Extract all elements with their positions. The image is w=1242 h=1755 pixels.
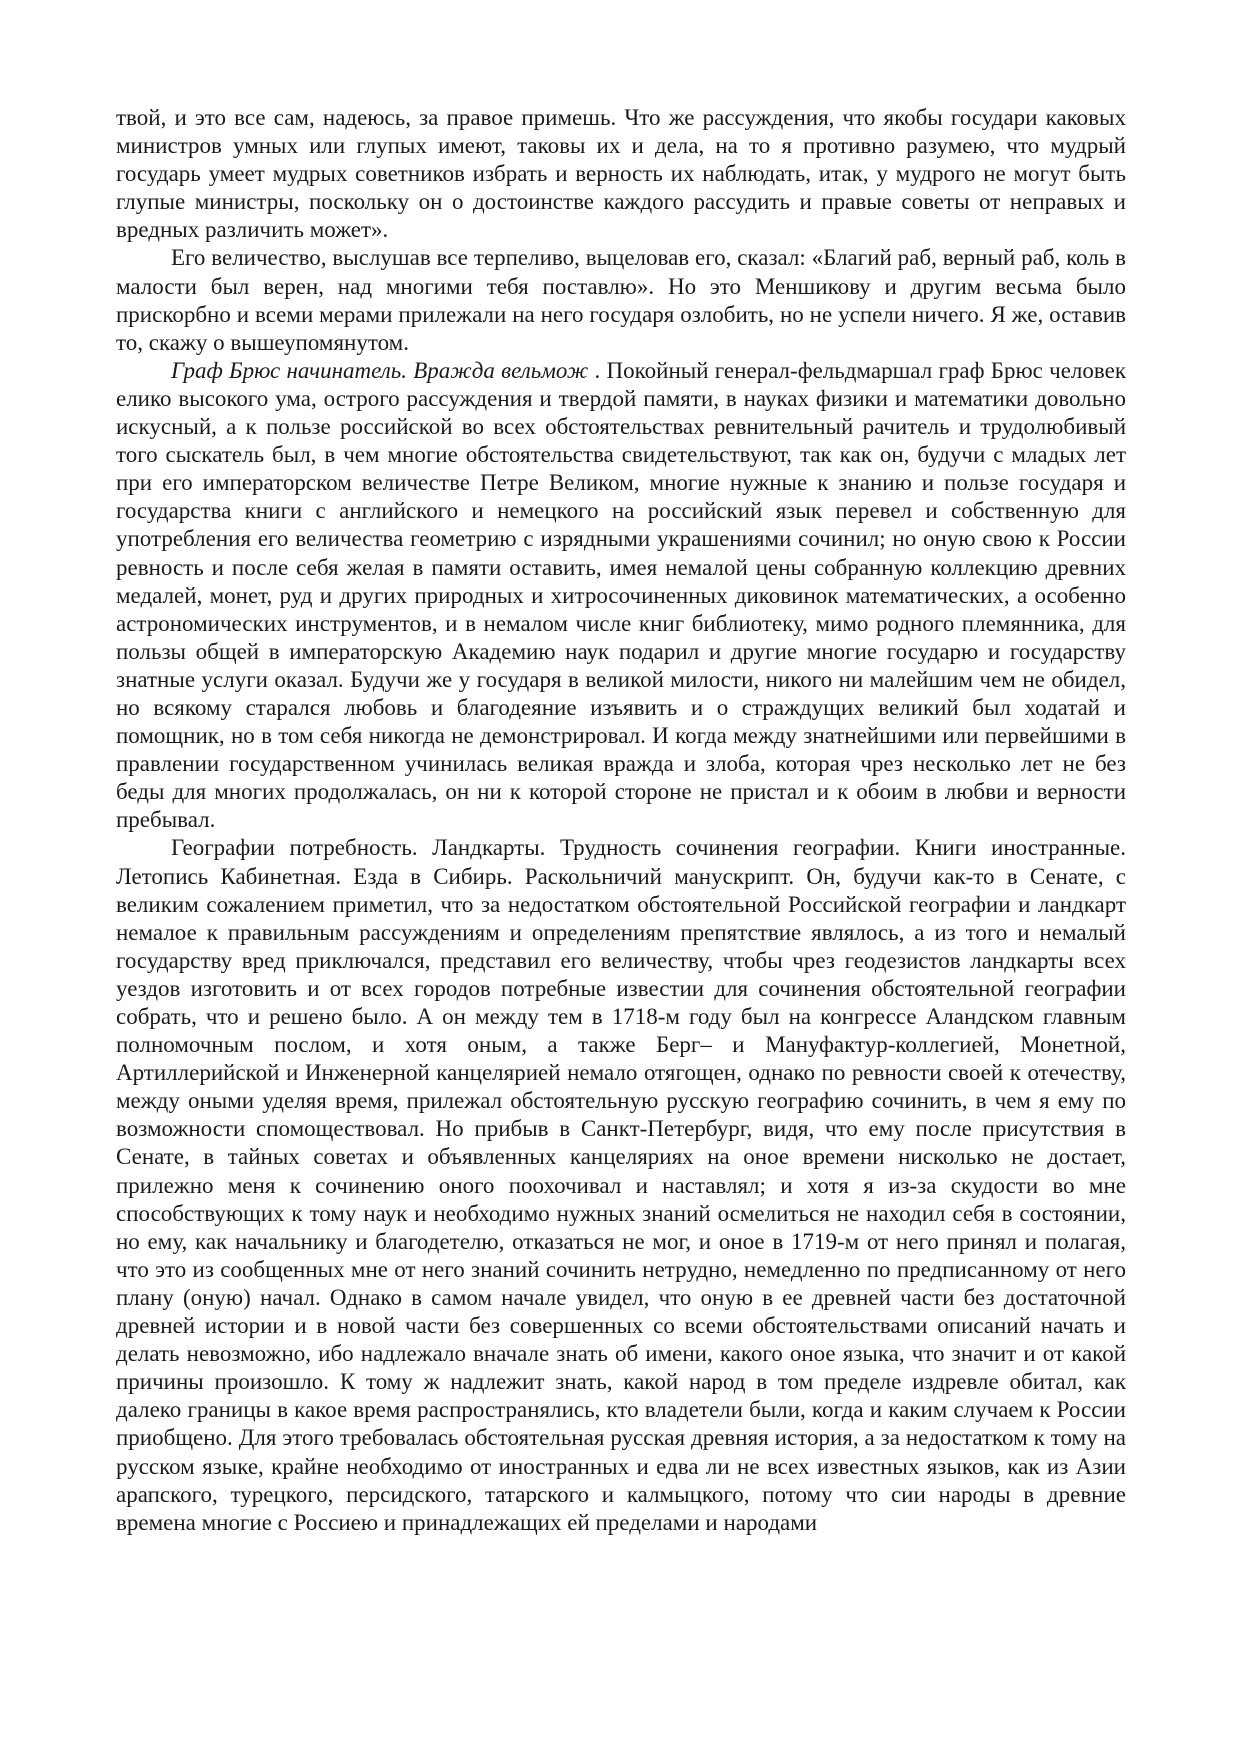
paragraph-3-body: . Покойный генерал-фельдмаршал граф Брюс человек елико высокого ума, острого рассуждения и твердой памяти, в науках физики и математики довольно искусный, а к пользе российской во всех обстоятельствах ревнительный рачитель и трудолюбивый того сыскатель был, в чем многие обстоятельства свидетельствуют, так как он, будучи с младых лет при его императорском величестве Петре Великом, многие нужные к знанию и пользе государя и государства книги с английского и немецкого на российский язык перевел и собственную для употребления его величества геометрию с изрядными украшениями сочинил; но оную свою к России ревность и после себя желая в памяти оставить, имея немалой цены собранную коллекцию древних медалей, монет, руд и других природных и хитросочиненных диковинок математических, а особенно астрономических инструментов, и в немалом числе книг библиотеку, мимо родного племянника, для пользы общей в императорскую Академию наук подарил и другие многие государю и государству знатные услуги оказал. Будучи же у государя в великой милости, никого ни малейшим чем не обидел, но всякому старался любовь и благодеяние изъявить и о страждущих великий был ходатай и помощник, но в том себя никогда не демонстрировал. И когда между знатнейшими или первейшими в правлении государственном учинилась великая вражда и злоба, которая чрез несколько лет не без беды для многих продолжалась, он ни к которой стороне не пристал и к обоим в любви и верности пребывал. — [116, 357, 1127, 833]
paragraph-2: Его величество, выслушав все терпеливо, выцеловав его, сказал: «Благий раб, верный раб, коль в малости был верен, над многими тебя поставлю». Но это Меншикову и другим весьма было прискорбно и всеми мерами прилежали на него государя озлобить, но не успели ничего. Я же, оставив то, скажу о вышеупомянутом. — [116, 245, 1126, 355]
paragraph-4: Географии потребность. Ландкарты. Трудность сочинения географии. Книги иностранные. Летопись Кабинетная. Езда в Сибирь. Раскольничий манускрипт. Он, будучи как-то в Сенате, с великим сожалением приметил, что за недостатком обстоятельной Российской географии и ландкарт немалое к правильным рассуждениям и определениям препятствие являлось, а из того и немалый государству вред приключался, представил его величеству, чтобы чрез геодезистов ландкарты всех уездов изготовить и от всех городов потребные известии для сочинения обстоятельной географии собрать, что и решено было. А он между тем в 1718-м году был на конгрессе Аландском главным полномочным послом, и хотя оным, а также Берг– и Мануфактур-коллегией, Монетной, Артиллерийской и Инженерной канцелярией немало отягощен, однако по ревности своей к отечеству, между оными уделяя время, прилежал обстоятельную русскую географию сочинить, в чем я ему по возможности спомоществовал. Но прибыв в Санкт-Петербург, видя, что ему после присутствия в Сенате, в тайных советах и объявленных канцеляриях на оное времени нисколько не достает, прилежно меня к сочинению оного поохочивал и наставлял; и хотя я из-за скудости во мне способствующих к тому наук и необходимо нужных знаний осмелиться не находил себя в состоянии, но ему, как начальнику и благодетелю, отказаться не мог, и оное в 1719-м от него принял и полагая, что это из сообщенных мне от него знаний сочинить нетрудно, немедленно по предписанному от него плану (оную) начал. Однако в самом начале увидел, что оную в ее древней части без достаточной древней истории и в новой части без совершенных со всеми обстоятельствами описаний начать и делать невозможно, ибо надлежало вначале знать об имени, какого оное языка, что значит и от какой причины произошло. К тому ж надлежит знать, какой народ в том пределе издревле обитал, как далеко границы в какое время распространялись, кто владетели были, когда и каким случаем к России приобщено. Для этого требовалась обстоятельная русская древняя история, а за недостатком к тому на русском языке, крайне необходимо от иностранных и едва ли не всех известных языков, как из Азии арапского, турецкого, персидского, татарского и калмыцкого, потому что сии народы в древние времена многие с Россиею и принадлежащих ей пределами и народами — [116, 835, 1126, 1535]
document-page — [116, 104, 1126, 1537]
paragraph-3-heading: Граф Брюс начинатель. Вражда вельмож — [171, 357, 589, 383]
paragraph-1: твой, и это все сам, надеюсь, за правое примешь. Что же рассуждения, что якобы государи каковых министров умных или глупых имеют, таковы их и дела, на то я противно разумею, что мудрый государь умеет мудрых советников избрать и верность их наблюдать, итак, у мудрого не могут быть глупые министры, поскольку он о достоинстве каждого рассудить и правые советы от неправых и вредных различить может». — [116, 105, 1126, 243]
paragraph-3 — [116, 357, 1126, 835]
